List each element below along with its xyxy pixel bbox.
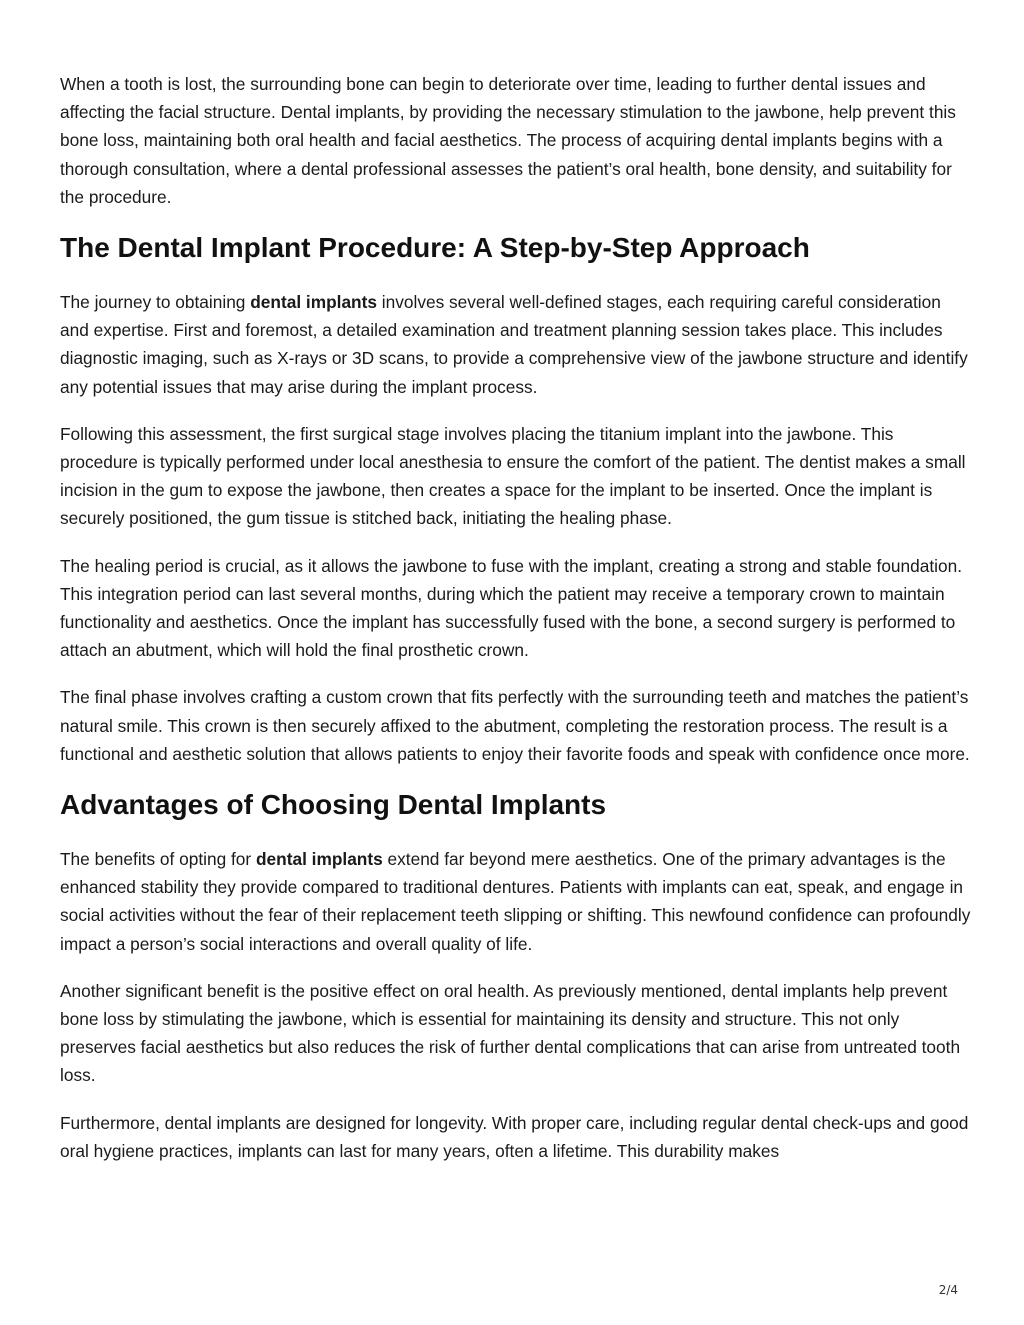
advantages-paragraph-2: Another significant benefit is the positive effect on oral health. As previously mentioned, dental implants help prevent bone loss by stimulating the jawbone, which is essential for maintaining its density and structure. This not only preserves facial aesthetics but also reduces the risk of further dental complications that can arise from untreated tooth loss. <box>60 980 961 1086</box>
procedure-paragraph-4: The final phase involves crafting a custom crown that fits perfectly with the surrounding teeth and matches the patient’s natural smile. This crown is then securely affixed to the abutment, completing the restoration process. The result is a functional and aesthetic solution that allows patients to enjoy their favorite foods and speak with confidence once more. <box>60 687 970 764</box>
section-heading-advantages: Advantages of Choosing Dental Implants <box>60 789 607 821</box>
section-heading-procedure: The Dental Implant Procedure: A Step-by-Step Approach <box>60 232 810 264</box>
advantages-paragraph-3: Furthermore, dental implants are designed for longevity. With proper care, including regular dental check-ups and good oral hygiene practices, implants can last for many years, often a lifetime. This durability makes <box>60 1112 969 1161</box>
advantages-p1-bold-term: dental implants <box>255 849 383 870</box>
procedure-p1-bold-term: dental implants <box>250 292 377 313</box>
advantages-paragraph-1 <box>60 845 972 958</box>
intro-paragraph: When a tooth is lost, the surrounding bone can begin to deteriorate over time, leading to further dental issues and affecting the facial structure. Dental implants, by providing the necessary stimulation to the jawbone, help prevent this bone loss, maintaining both oral health and facial aesthetics. The process of acquiring dental implants begins with a thorough consultation, where a dental professional assesses the patient’s oral health, bone density, and suitability for the procedure. <box>60 74 956 207</box>
procedure-paragraph-3: The healing period is crucial, as it allows the jawbone to fuse with the implant, creating a strong and stable foundation. This integration period can last several months, during which the patient may receive a temporary crown to maintain functionality and aesthetics. Once the implant has successfully fused with the bone, a second surgery is performed to attach an abutment, which will hold the final prosthetic crown. <box>60 555 963 661</box>
advantages-p1-text-after: extend far beyond mere aesthetics. One of the primary advantages is the enhanced stability they provide compared to traditional dentures. Patients with implants can eat, speak, and engage in social activities without the fear of their replacement teeth slipping or shifting. This newfound confidence can profoundly impact a person’s social interactions and overall quality of life. <box>60 849 971 954</box>
document-page <box>60 70 972 1184</box>
procedure-paragraph-2: Following this assessment, the first surgical stage involves placing the titanium implant into the jawbone. This procedure is typically performed under local anesthesia to ensure the comfort of the patient. The dentist makes a small incision in the gum to expose the jawbone, then creates a space for the implant to be inserted. Once the implant is securely positioned, the gum tissue is stitched back, initiating the healing phase. <box>60 423 966 529</box>
procedure-p1-text-after: involves several well-defined stages, each requiring careful consideration and expertise. First and foremost, a detailed examination and treatment planning session takes place. This includes diagnostic imaging, such as X-rays or 3D scans, to provide a comprehensive view of the jawbone structure and identify any potential issues that may arise during the implant process. <box>60 292 968 397</box>
page-number: 2/4 <box>938 1283 958 1297</box>
procedure-paragraph-1 <box>60 288 972 401</box>
procedure-p1-text-before: The journey to obtaining <box>60 292 251 313</box>
advantages-p1-text-before: The benefits of opting for <box>60 849 256 870</box>
